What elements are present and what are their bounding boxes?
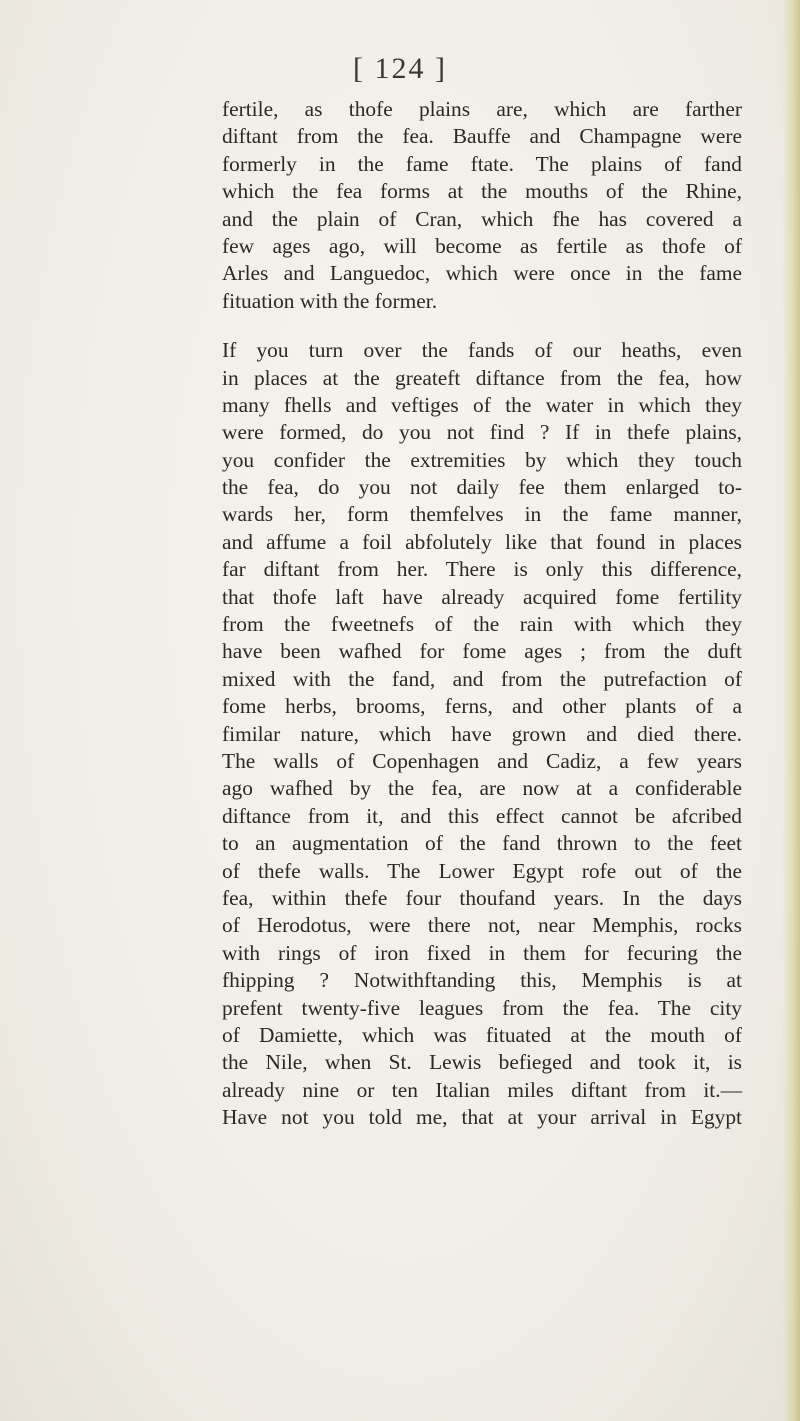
text-line: the Nile, when St. Lewis befieged and took it, is (222, 1050, 742, 1075)
text-line: fertile, as thofe plains are, which are farther (222, 97, 742, 121)
text-line: of thefe walls. The Lower Egypt rofe out of the (222, 858, 742, 883)
text-line: the fea, do you not daily fee them enlarged to- (222, 475, 742, 500)
text-line: of Herodotus, were there not, near Memphis, rocks (222, 913, 742, 938)
text-line: which the fea forms at the mouths of the Rhine, (222, 179, 742, 204)
text-line: wards her, form themfelves in the fame manner, (222, 502, 742, 527)
text-line: were formed, do you not find ? If in thefe plains, (222, 420, 742, 445)
text-line: prefent twenty-five leagues from the fea. The city (222, 995, 742, 1020)
text-line: few ages ago, will become as fertile as thofe of (222, 233, 742, 258)
text-line: to an augmentation of the fand thrown to the feet (222, 831, 742, 856)
text-line: from the fweetnefs of the rain with which they (222, 612, 742, 637)
text-line: and affume a foil abfolutely like that found in places (222, 529, 742, 554)
page-edge (782, 0, 800, 1421)
text-line: fituation with the former. (222, 288, 438, 313)
text-line: If you turn over the fands of our heaths, even (222, 338, 742, 363)
text-line: fome herbs, brooms, ferns, and other plants of a (222, 694, 742, 719)
text-line: of Damiette, which was fituated at the mouth of (222, 1022, 742, 1047)
page-number: [ 124 ] (353, 52, 447, 85)
text-line: in places at the greateft diftance from the fea, how (222, 365, 742, 390)
text-line: that thofe laft have already acquired fome fertility (222, 584, 742, 609)
text-line: ago wafhed by the fea, are now at a confiderable (222, 776, 742, 801)
text-line: diftant from the fea. Bauffe and Champagne were (222, 124, 742, 149)
text-line: Have not you told me, that at your arrival in Egypt (222, 1105, 742, 1130)
text-line: have been wafhed for fome ages ; from the duft (222, 639, 742, 664)
text-line: far diftant from her. There is only this difference, (222, 557, 742, 582)
text-line: formerly in the fame ftate. The plains of fand (222, 151, 742, 176)
text-line: fea, within thefe four thoufand years. In the days (222, 885, 742, 910)
text-line: already nine or ten Italian miles diftant from it.— (222, 1077, 742, 1102)
text-line: Arles and Languedoc, which were once in the fame (222, 261, 742, 286)
text-line: fhipping ? Notwithftanding this, Memphis is at (222, 968, 742, 993)
text-line: fimilar nature, which have grown and died there. (222, 721, 742, 746)
text-line: The walls of Copenhagen and Cadiz, a few years (222, 748, 742, 773)
text-line: mixed with the fand, and from the putrefaction of (222, 666, 742, 691)
text-line: you confider the extremities by which they touch (222, 447, 742, 472)
text-line: many fhells and veftiges of the water in which they (222, 392, 742, 417)
paragraph-1 (222, 96, 742, 315)
text-line: and the plain of Cran, which fhe has covered a (222, 206, 742, 231)
text-line: with rings of iron fixed in them for fecuring the (222, 940, 742, 965)
body-text (222, 96, 742, 1131)
text-line: diftance from it, and this effect cannot be afcribed (222, 803, 742, 828)
paragraph-2 (222, 337, 742, 1131)
